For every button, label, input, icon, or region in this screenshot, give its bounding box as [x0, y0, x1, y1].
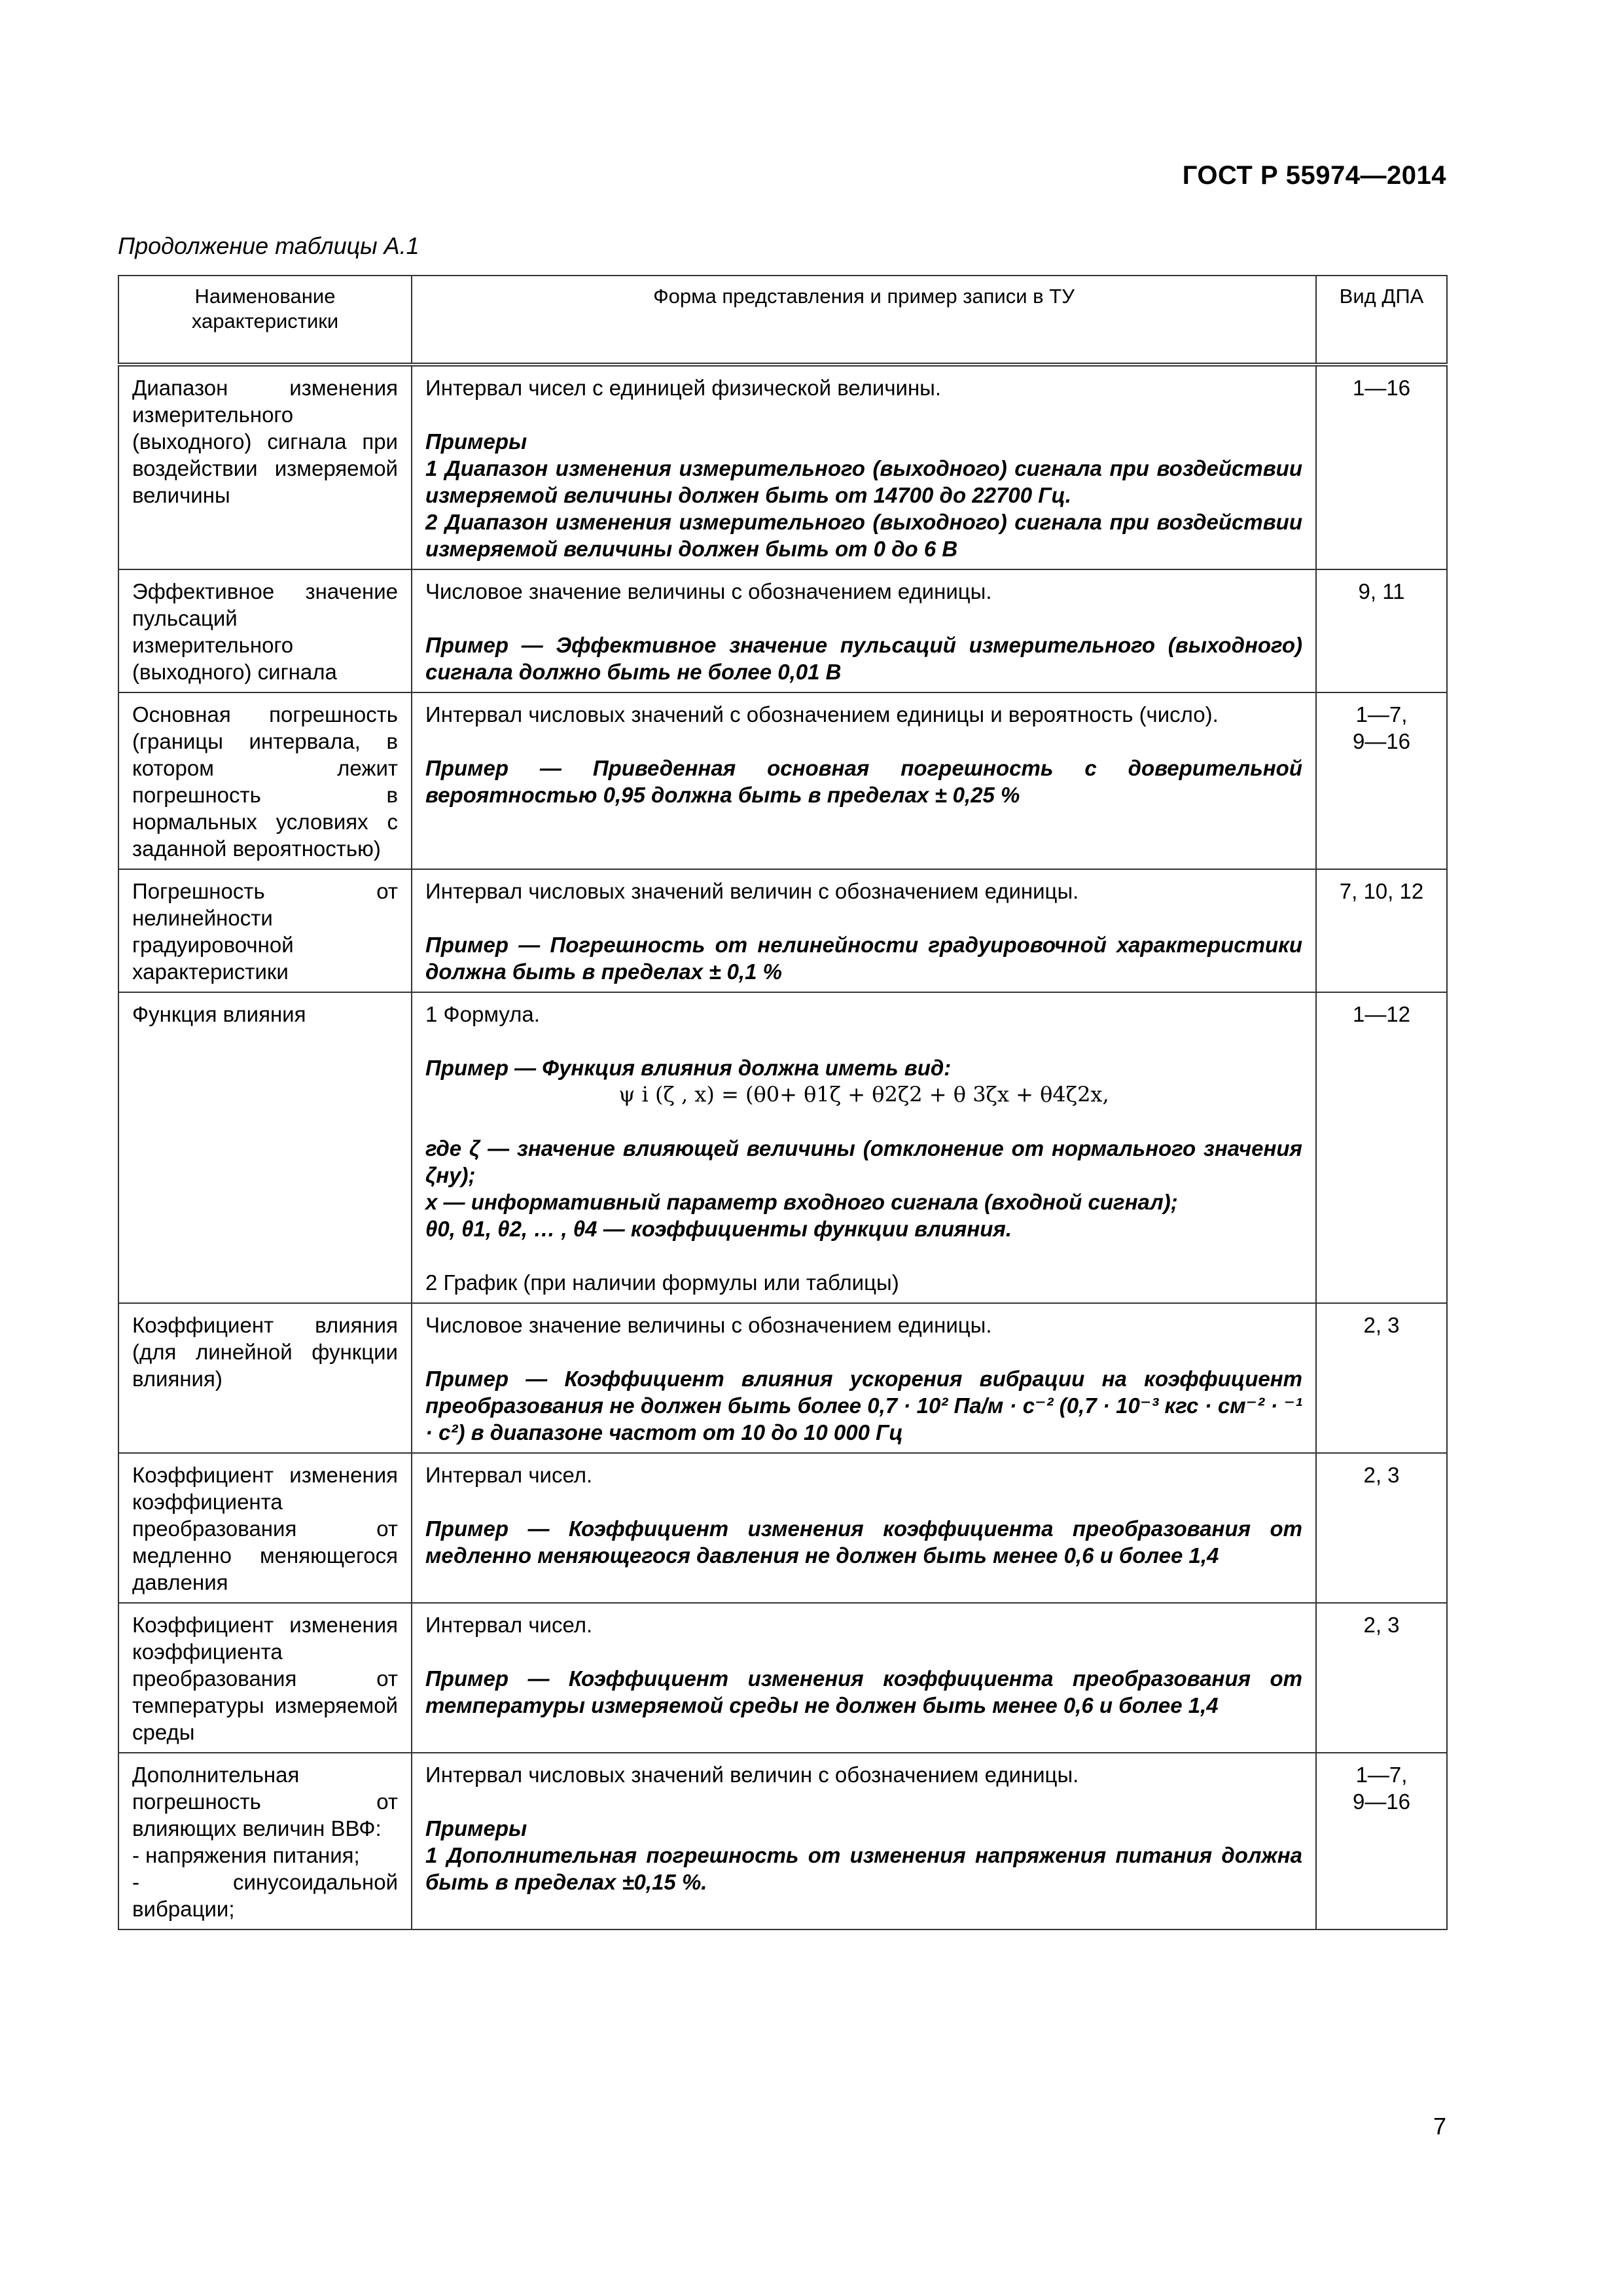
form-text: Интервал чисел. — [425, 1463, 593, 1487]
example-text: Пример — Приведенная основная погрешность с доверительной вероятностью 0,95 должна быть в пределах ± 0,25 % — [425, 756, 1302, 807]
dpa-value: 7, 10, 12 — [1316, 869, 1447, 992]
table-row — [118, 1753, 1447, 1929]
characteristic-name: Дополнительная погрешность от влияющих величин ВВФ: — [132, 1763, 398, 1840]
form-text: Интервал чисел. — [425, 1613, 593, 1637]
document-designation: ГОСТ Р 55974—2014 — [1182, 161, 1446, 190]
table-caption: Продолжение таблицы А.1 — [118, 232, 419, 259]
form-cell — [412, 1303, 1316, 1453]
table-row — [118, 692, 1447, 869]
characteristic-name: Коэффициент изменения коэффициента преобразования от температуры измеряемой среды — [118, 1603, 412, 1753]
dpa-line: 9—16 — [1352, 729, 1411, 753]
form-text: 2 График (при наличии формулы или таблицы) — [425, 1270, 899, 1295]
influence-formula: ψ i (ζ , x) = (θ0+ θ1ζ + θ2ζ2 + θ 3ζx + θ4ζ2x, — [618, 1082, 1109, 1107]
example-text: Пример — Коэффициент влияния ускорения вибрации на коэффициент преобразования не должен быть более 0,7 · 10² Па/м · с⁻² (0,7 · 10⁻³ кгс · см⁻² · ⁻¹ · с²) в диапазоне частот от 10 до 10 000 Гц — [425, 1367, 1302, 1444]
example-text: Пример — Эффективное значение пульсаций измерительного (выходного) сигнала должно быть не более 0,01 В — [425, 633, 1302, 684]
characteristic-name: Основная погрешность (границы интервала, в котором лежит погрешность в нормальных условиях с заданной вероятностью) — [118, 692, 412, 869]
form-cell — [412, 992, 1316, 1303]
characteristic-name-cell — [118, 1753, 412, 1929]
characteristic-name: Погрешность от нелинейности градуировочной характеристики — [118, 869, 412, 992]
form-cell — [412, 692, 1316, 869]
form-text: Интервал числовых значений с обозначением единицы и вероятность (число). — [425, 702, 1219, 726]
formula-legend: x — информативный параметр входного сигнала (входной сигнал); — [425, 1190, 1178, 1214]
formula-legend: где ζ — значение влияющей величины (отклонение от нормального значения ζну); — [425, 1136, 1302, 1187]
column-header-dpa: Вид ДПА — [1316, 276, 1447, 365]
table-row — [118, 1603, 1447, 1753]
form-cell — [412, 1453, 1316, 1603]
example-text: 1 Диапазон изменения измерительного (выходного) сигнала при воздействии измеряемой величины должен быть от 14700 до 22700 Гц. — [425, 456, 1302, 507]
example-text: Пример — Коэффициент изменения коэффициента преобразования от температуры измеряемой среды не должен быть менее 0,6 и более 1,4 — [425, 1666, 1302, 1717]
form-text: Числовое значение величины с обозначением единицы. — [425, 1313, 992, 1337]
page-number: 7 — [1433, 2113, 1446, 2140]
dpa-value: 2, 3 — [1316, 1603, 1447, 1753]
table-row — [118, 1453, 1447, 1603]
table-row — [118, 365, 1447, 569]
table-row — [118, 992, 1447, 1303]
dpa-value — [1316, 692, 1447, 869]
column-header-form: Форма представления и пример записи в ТУ — [412, 276, 1316, 365]
dpa-value: 9, 11 — [1316, 569, 1447, 692]
form-cell — [412, 1603, 1316, 1753]
characteristic-name: Коэффициент влияния (для линейной функции влияния) — [118, 1303, 412, 1453]
table-header-row — [118, 276, 1447, 365]
form-cell — [412, 1753, 1316, 1929]
example-text: Пример — Функция влияния должна иметь вид: — [425, 1056, 952, 1080]
dpa-value — [1316, 1753, 1447, 1929]
examples-label: Примеры — [425, 1816, 527, 1840]
characteristics-table — [118, 275, 1448, 1930]
example-text: 1 Дополнительная погрешность от изменения напряжения питания должна быть в пределах ±0,15 %. — [425, 1843, 1302, 1894]
characteristic-subitem: - синусоидальной вибрации; — [132, 1870, 398, 1921]
table-row — [118, 1303, 1447, 1453]
form-text: Числовое значение величины с обозначением единицы. — [425, 579, 992, 603]
form-cell — [412, 569, 1316, 692]
characteristic-name: Диапазон изменения измерительного (выходного) сигнала при воздействии измеряемой величины — [118, 365, 412, 569]
dpa-value: 2, 3 — [1316, 1303, 1447, 1453]
characteristic-name: Функция влияния — [118, 992, 412, 1303]
examples-label: Примеры — [425, 429, 527, 454]
example-text: 2 Диапазон изменения измерительного (выходного) сигнала при воздействии измеряемой величины должен быть от 0 до 6 В — [425, 510, 1302, 561]
example-text: Пример — Коэффициент изменения коэффициента преобразования от медленно меняющегося давления не должен быть менее 0,6 и более 1,4 — [425, 1516, 1302, 1568]
table-row — [118, 569, 1447, 692]
dpa-value: 2, 3 — [1316, 1453, 1447, 1603]
form-cell — [412, 365, 1316, 569]
dpa-value: 1—16 — [1316, 365, 1447, 569]
characteristic-subitem: - напряжения питания; — [132, 1843, 360, 1867]
characteristic-name: Коэффициент изменения коэффициента преобразования от медленно меняющегося давления — [118, 1453, 412, 1603]
dpa-line: 1—7, — [1355, 702, 1408, 726]
dpa-line: 9—16 — [1352, 1789, 1411, 1814]
form-cell — [412, 869, 1316, 992]
form-text: Интервал чисел с единицей физической величины. — [425, 376, 942, 400]
characteristic-name: Эффективное значение пульсаций измерительного (выходного) сигнала — [118, 569, 412, 692]
column-header-name: Наименование характеристики — [118, 276, 412, 365]
dpa-value: 1—12 — [1316, 992, 1447, 1303]
example-text: Пример — Погрешность от нелинейности градуировочной характеристики должна быть в пределах ± 0,1 % — [425, 933, 1302, 984]
form-text: 1 Формула. — [425, 1002, 540, 1026]
dpa-line: 1—7, — [1355, 1763, 1408, 1787]
formula-legend: θ0, θ1, θ2, … , θ4 — коэффициенты функции влияния. — [425, 1217, 1012, 1241]
form-text: Интервал числовых значений величин с обозначением единицы. — [425, 1763, 1079, 1787]
table-row — [118, 869, 1447, 992]
form-text: Интервал числовых значений величин с обозначением единицы. — [425, 879, 1079, 903]
